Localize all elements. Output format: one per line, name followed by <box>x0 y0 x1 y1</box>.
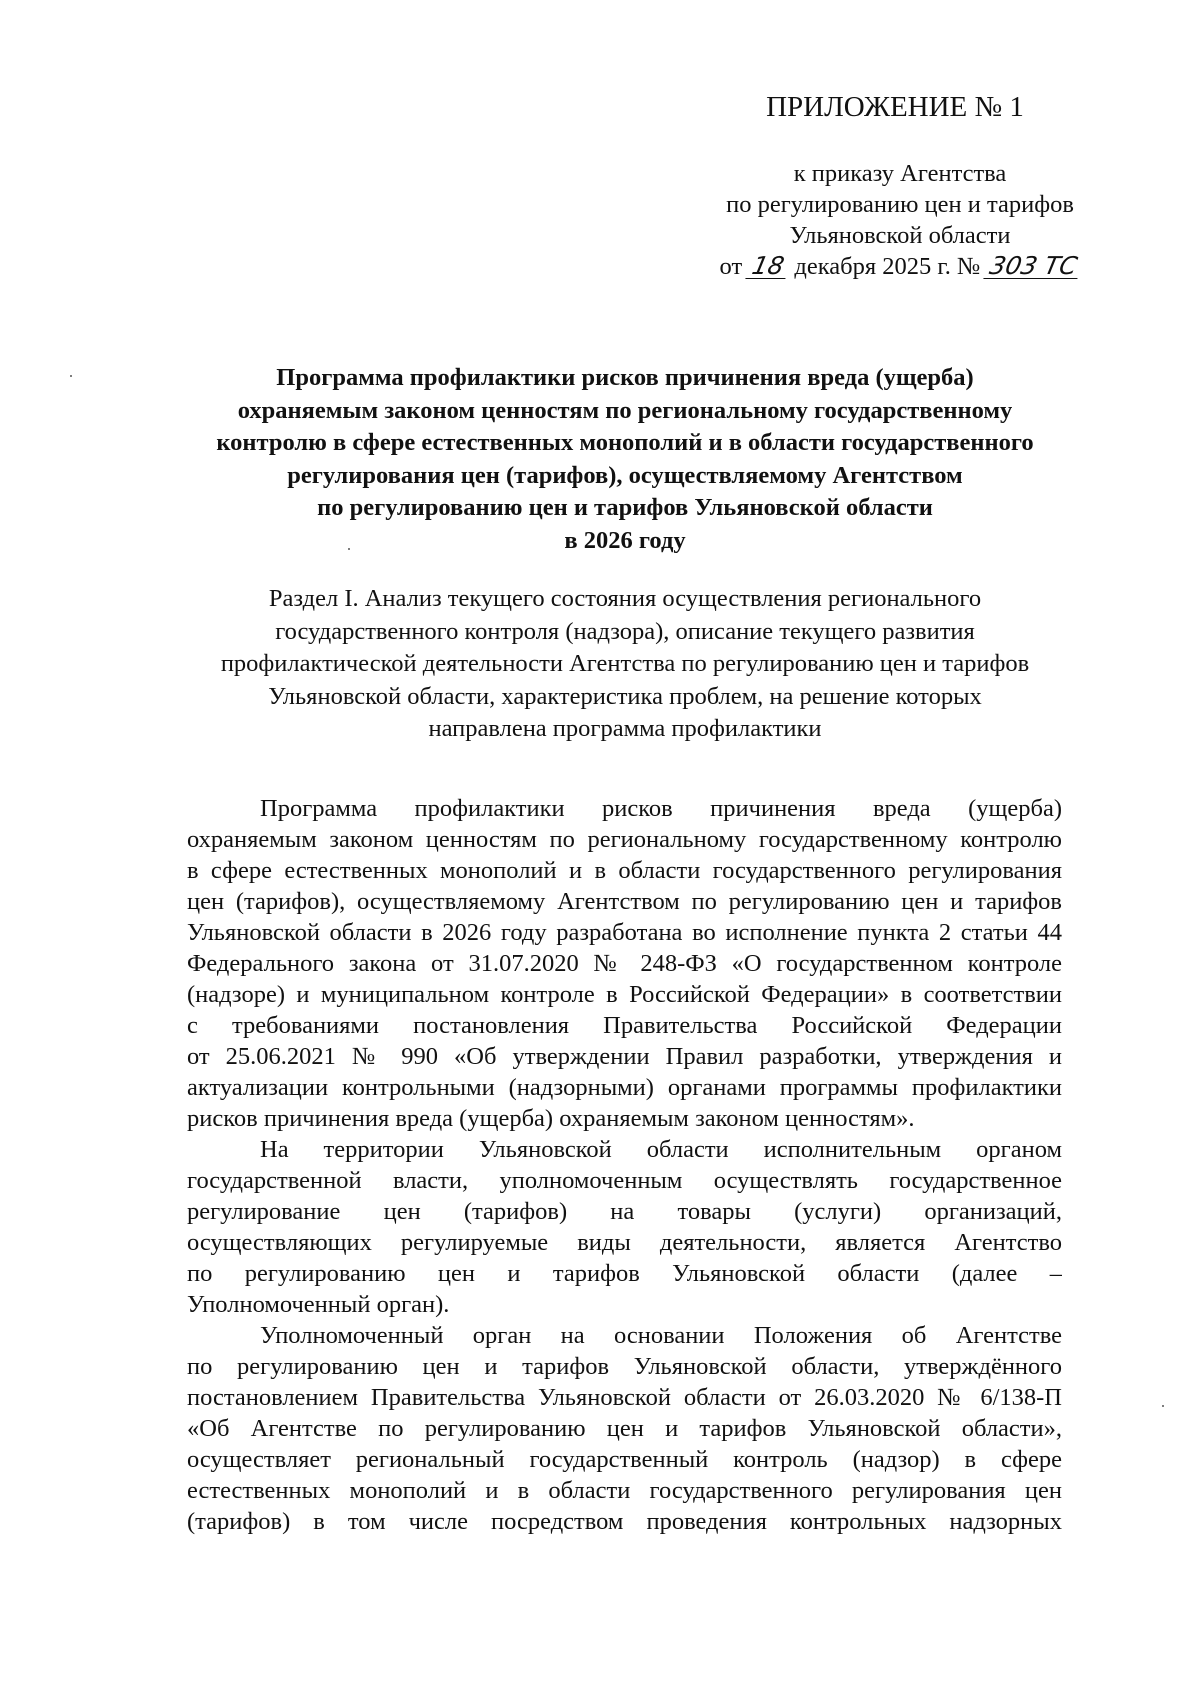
paragraph-line: охраняемым законом ценностям по региональному государственному контролю <box>187 826 1062 853</box>
paragraph-line: по регулированию цен и тарифов Ульяновской области (далее – <box>187 1260 1062 1287</box>
paragraph-line: от 25.06.2021 № 990 «Об утверждении Правил разработки, утверждения и <box>187 1043 1062 1070</box>
order-reference-line: к приказу Агентства <box>793 160 1007 187</box>
title-line: регулирования цен (тарифов), осуществляемому Агентством <box>287 461 963 489</box>
paragraph-line: в сфере естественных монополий и в области государственного регулирования <box>187 857 1062 884</box>
paragraph-line: «Об Агентстве по регулированию цен и тарифов Ульяновской области», <box>187 1415 1062 1442</box>
paragraph-line: (надзоре) и муниципальном контроле в Российской Федерации» в соответствии <box>187 981 1062 1008</box>
title-line: охраняемым законом ценностям по региональному государственному <box>237 396 1013 424</box>
paragraph-line: государственной власти, уполномоченным осуществлять государственное <box>187 1167 1062 1194</box>
section-heading <box>175 583 1075 746</box>
paragraph-line: постановлением Правительства Ульяновской области от 26.03.2020 № 6/138-П <box>187 1384 1062 1411</box>
scan-speck <box>348 548 350 550</box>
order-date-line <box>660 251 1140 282</box>
appendix-heading: ПРИЛОЖЕНИЕ № 1 <box>766 91 1024 123</box>
title-line: Программа профилактики рисков причинения вреда (ущерба) <box>276 364 974 391</box>
title-line: по регулированию цен и тарифов Ульяновской области <box>317 494 933 521</box>
paragraph-line: по регулированию цен и тарифов Ульяновской области, утверждённого <box>187 1353 1062 1380</box>
body-text <box>187 793 1062 1537</box>
order-reference-line: по регулированию цен и тарифов <box>726 191 1074 218</box>
paragraph-line: рисков причинения вреда (ущерба) охраняемым законом ценностям». <box>187 1105 915 1132</box>
section-heading-line: профилактической деятельности Агентства по регулированию цен и тарифов <box>220 650 1030 677</box>
handwritten-order-number: 303 ТС <box>984 254 1083 279</box>
paragraph-line: осуществляющих регулируемые виды деятельности, является Агентство <box>187 1229 1062 1256</box>
handwritten-day: 18 <box>746 254 791 279</box>
paragraph-line: Федерального закона от 31.07.2020 № 248-ФЗ «О государственном контроле <box>187 950 1062 977</box>
section-heading-line: Ульяновской области, характеристика проблем, на решение которых <box>268 682 982 710</box>
order-date-middle: декабря 2025 г. № <box>794 253 981 280</box>
paragraph-line: цен (тарифов), осуществляемому Агентством по регулированию цен и тарифов <box>187 888 1062 915</box>
section-heading-line: государственного контроля (надзора), описание текущего развития <box>275 617 975 645</box>
paragraph-line: Уполномоченный орган на основании Положения об Агентстве <box>260 1322 1062 1349</box>
paragraph-line: Ульяновской области в 2026 году разработана во исполнение пункта 2 статьи 44 <box>187 919 1062 946</box>
paragraph-line: (тарифов) в том числе посредством проведения контрольных надзорных <box>187 1508 1062 1535</box>
title-line: контролю в сфере естественных монополий и в области государственного <box>216 429 1034 456</box>
section-heading-line: направлена программа профилактики <box>428 715 822 742</box>
order-reference-line: Ульяновской области <box>789 222 1011 249</box>
paragraph-line: Программа профилактики рисков причинения вреда (ущерба) <box>260 795 1062 822</box>
paragraph-line: осуществляет региональный государственный контроль (надзор) в сфере <box>187 1446 1062 1473</box>
paragraph-line: На территории Ульяновской области исполнительным органом <box>260 1136 1062 1163</box>
section-heading-line: Раздел I. Анализ текущего состояния осуществления регионального <box>268 585 982 612</box>
order-reference <box>660 158 1140 282</box>
title-line: в 2026 году <box>564 526 686 554</box>
paragraph-line: естественных монополий и в области государственного регулирования цен <box>187 1477 1062 1504</box>
document-title <box>175 362 1075 557</box>
paragraph-line: регулирование цен (тарифов) на товары (услуги) организаций, <box>187 1198 1062 1225</box>
order-date-prefix: от <box>719 253 743 280</box>
paragraph-line: с требованиями постановления Правительства Российской Федерации <box>187 1012 1062 1039</box>
scan-speck <box>1162 1405 1164 1407</box>
paragraph-line: актуализации контрольными (надзорными) органами программы профилактики <box>187 1074 1062 1101</box>
scan-speck <box>70 375 72 377</box>
paragraph-line: Уполномоченный орган). <box>187 1291 450 1318</box>
